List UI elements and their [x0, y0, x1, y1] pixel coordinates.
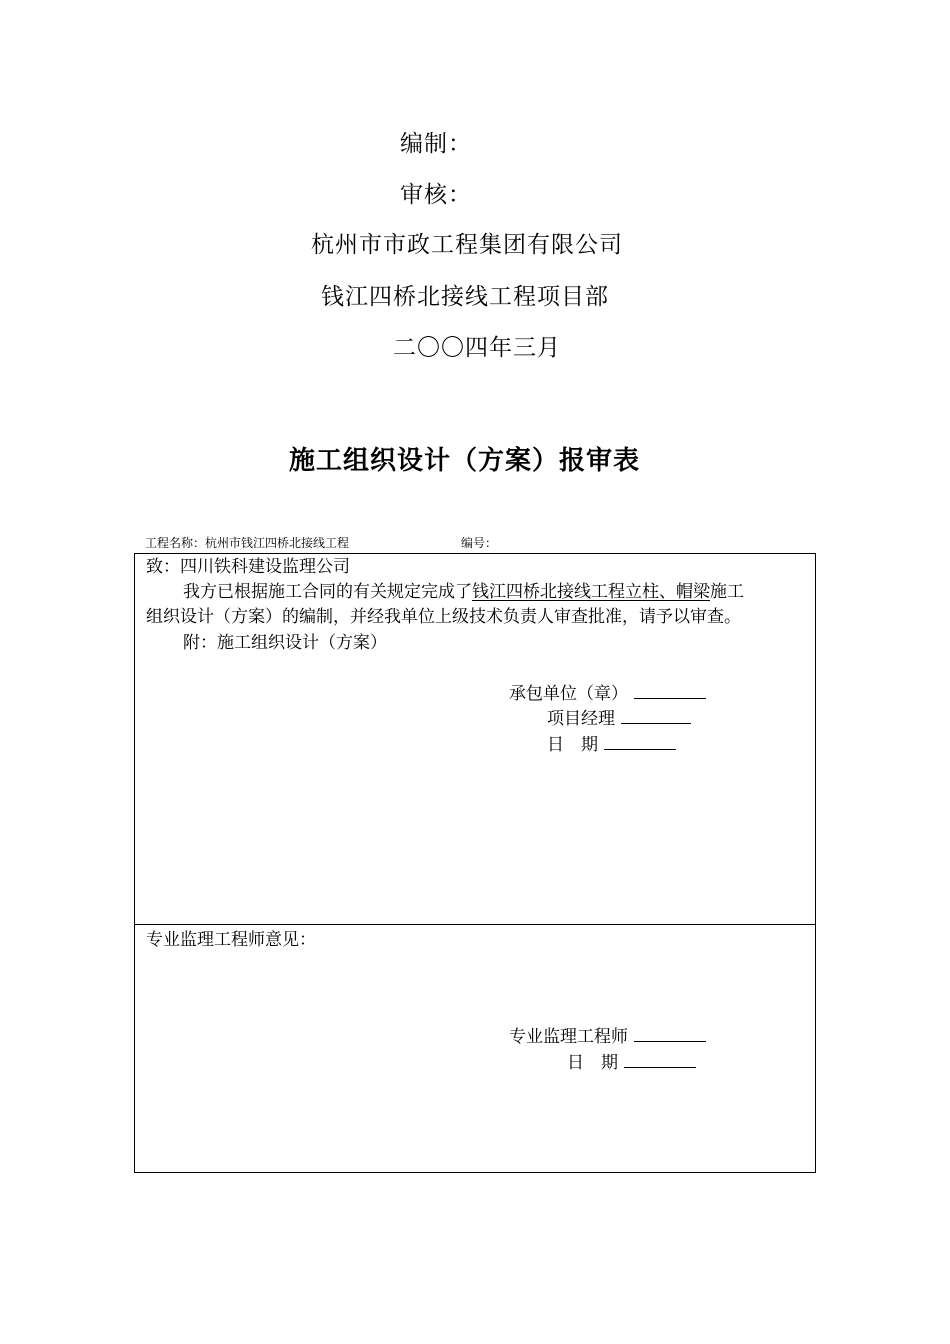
statement-subject: 钱江四桥北接线工程立柱、帽梁 — [472, 582, 710, 602]
manager-row — [547, 706, 691, 732]
opinion-date-label: 日 期 — [567, 1053, 618, 1073]
department-name: 钱江四桥北接线工程项目部 — [321, 284, 609, 310]
contractor-signature-blank[interactable] — [634, 681, 706, 699]
submission-section — [134, 553, 816, 925]
contractor-row — [509, 681, 706, 707]
engineer-signature-blank[interactable] — [634, 1024, 706, 1042]
cover-date: 二〇〇四年三月 — [393, 335, 561, 361]
opinion-date-row — [567, 1050, 696, 1076]
statement-prefix: 我方已根据施工合同的有关规定完成了 — [183, 582, 472, 602]
contractor-label: 承包单位（章） — [509, 684, 628, 704]
compiler-label: 编制： — [400, 131, 472, 157]
manager-signature-blank[interactable] — [621, 706, 691, 724]
statement-line-2: 组织设计（方案）的编制，并经我单位上级技术负责人审查批准，请予以审查。 — [146, 607, 741, 627]
attachment-line: 附：施工组织设计（方案） — [183, 633, 387, 653]
reviewer-label: 审核： — [400, 182, 472, 208]
addressee-value: 四川铁科建设监理公司 — [180, 557, 350, 577]
project-name-label: 工程名称： — [145, 536, 206, 550]
submission-date-blank[interactable] — [604, 732, 676, 750]
statement-suffix: 施工 — [710, 582, 744, 602]
addressee-label: 致： — [146, 557, 180, 577]
opinion-label: 专业监理工程师意见： — [146, 930, 316, 950]
number-label: 编号： — [461, 536, 498, 550]
form-title: 施工组织设计（方案）报审表 — [289, 446, 641, 476]
company-name: 杭州市市政工程集团有限公司 — [311, 232, 623, 258]
statement-line-1 — [183, 580, 744, 605]
engineer-row — [509, 1024, 706, 1050]
engineer-label: 专业监理工程师 — [509, 1027, 628, 1047]
submission-date-row — [547, 732, 676, 758]
project-name-value: 杭州市钱江四桥北接线工程 — [205, 536, 350, 550]
manager-label: 项目经理 — [547, 709, 615, 729]
opinion-date-blank[interactable] — [624, 1050, 696, 1068]
project-name-row — [145, 534, 349, 551]
supervisor-opinion-section — [134, 924, 816, 1173]
submission-date-label: 日 期 — [547, 735, 598, 755]
addressee-line — [146, 555, 350, 580]
